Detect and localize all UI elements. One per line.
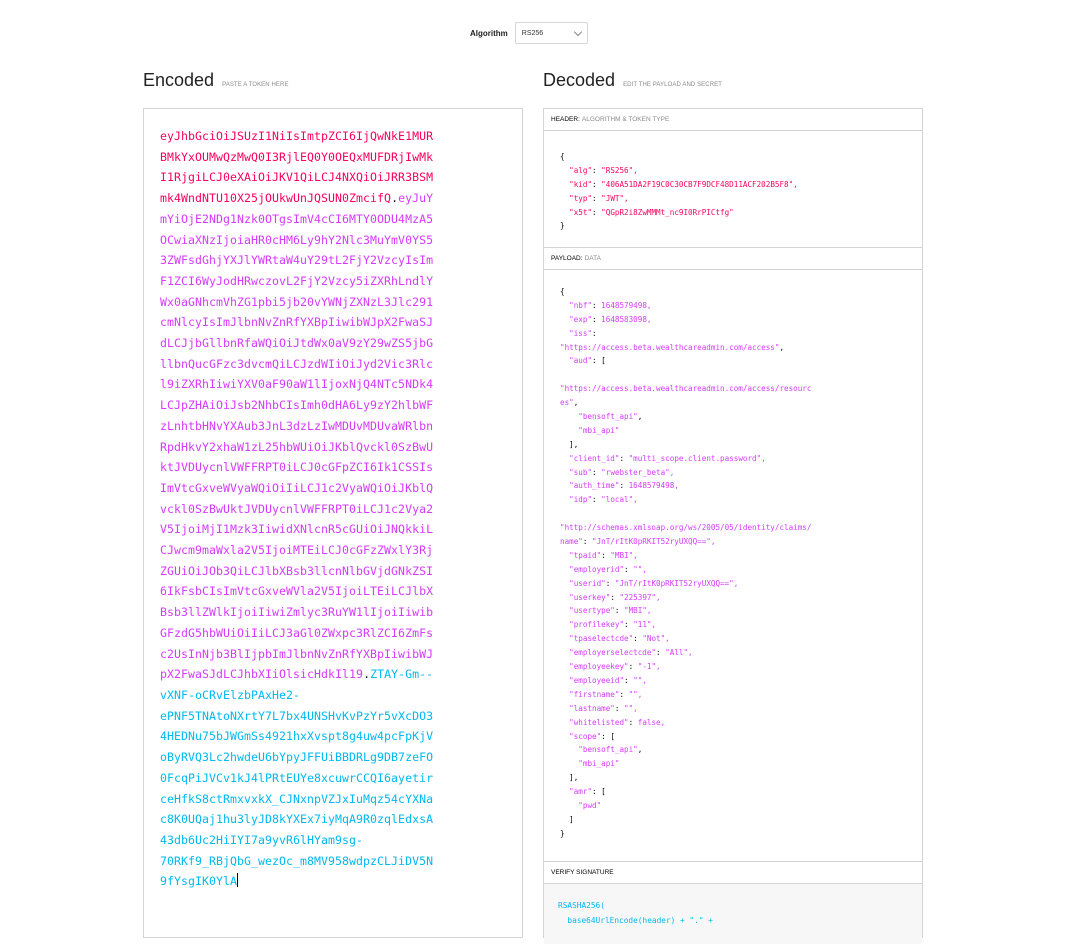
json-line: ] (569, 814, 574, 824)
json-line: name": "JnT/rItK0pRKIT52ryUXQQ==", (560, 537, 716, 547)
json-key: "bensoft_api" (578, 745, 638, 755)
decoded-subtitle: EDIT THE PAYLOAD AND SECRET (623, 82, 723, 88)
json-key: "client_id" (569, 453, 620, 463)
json-line (560, 757, 811, 771)
json-key: "firstname" (569, 689, 620, 699)
json-line: "auth_time": 1648579498, (569, 481, 679, 491)
json-key: "pwd" (578, 800, 602, 810)
json-key: "profilekey" (569, 620, 625, 630)
json-line: "iss": (569, 328, 597, 338)
json-key: "kid" (569, 179, 593, 189)
json-value: "rwebster_beta", (601, 467, 675, 477)
json-key: "sub" (569, 467, 593, 477)
token-signature-part: ZTAY-Gm-- vXNF-oCRvElzbPAxHe2- ePNF5TNAtoNXrtY7L7bx4UNSHvKvPzYr5vXcDO3 4HEDNu75bJWGmSs4921hxXvspt8g4uw4pcFpKjV oByRVQ3Lc2hwdeU6bYpyJFFUiBBDRLg9DB7zeFO 0FcqPiJVCv1kJ4lPRtEUYe8xcuwrCCQI6ayetir ceHfkS8ctRmxvxkX_CJNxnpVZJxIuMqz54cYXNa c8K0UQaj1hu3lyJD8kYXEx7iyMqA9R0zqlEdxsA 43db6Uc2HiIYI7a9yvR6lHYam9sg- 70RKf9_RBjQbG_wezOc_m8MV958wdpzCLJiDV5N 9fYsgIK0YlA (160, 667, 434, 889)
token-dot: . (363, 667, 371, 682)
payload-json-editor[interactable] (544, 270, 922, 862)
json-line: "nbf": 1648579498, (569, 300, 652, 310)
json-value: "", (628, 689, 643, 699)
json-key: "typ" (569, 193, 593, 203)
json-line: { (560, 152, 565, 161)
algorithm-select[interactable] (515, 22, 588, 44)
chevron-down-icon (574, 27, 582, 35)
json-line: { (560, 287, 565, 296)
json-value: "multi_scope.client.password", (628, 453, 766, 463)
json-line: es", (560, 398, 579, 408)
json-key: "http://schemas.xmlsoap.org/ws/2005/05/identity/claims/ (560, 523, 812, 533)
json-line: ], (569, 773, 579, 783)
json-line: "tpaselectcde": "Not", (569, 634, 670, 644)
json-line: "lastname": "", (569, 703, 638, 713)
json-value: "-1", (637, 662, 661, 672)
json-line (560, 507, 811, 521)
algorithm-value: RS256 (521, 29, 544, 37)
json-line: "tpaid": "MBI", (569, 550, 638, 560)
json-key: "auth_time" (569, 481, 620, 491)
json-value: "Not", (642, 634, 670, 644)
json-key: "tpaid" (569, 550, 602, 560)
json-line: "https://access.beta.wealthcareadmin.com/access", (560, 342, 785, 352)
json-line: "userkey": "225397", (569, 592, 661, 602)
json-value: "225397", (619, 592, 661, 602)
json-line: ], (569, 439, 579, 449)
json-line: "x5t": "QGpR2i8ZwMMMt_nc9I0RrPICtfg" (569, 207, 734, 217)
json-line: "firstname": "", (569, 689, 643, 699)
json-line: "exp": 1648583098, (569, 314, 652, 324)
encoded-title: Encoded (143, 70, 215, 90)
payload-section-sub: DATA (584, 255, 601, 262)
json-key: "bensoft_api" (578, 412, 638, 422)
json-line: "bensoft_api", (578, 745, 643, 755)
json-line: "kid": "406A51DA2F19C0C30CB7F9DCF48D11ACF202B5F8", (569, 179, 798, 189)
token-dot: . (391, 191, 399, 206)
json-line: "userid": "JnT/rItK0pRKIT52ryUXQQ==", (569, 578, 739, 588)
json-line: } (560, 828, 565, 838)
header-json-editor[interactable] (544, 131, 922, 248)
json-line: "whitelisted": false, (569, 717, 666, 727)
json-line (560, 382, 811, 396)
header-section-label: HEADER: (551, 116, 580, 123)
json-line: "employerid": "", (569, 564, 647, 574)
json-key: "whitelisted" (569, 717, 629, 727)
json-line: "employeekey": "-1", (569, 662, 661, 672)
json-value: "", (633, 675, 647, 685)
algorithm-row (470, 21, 588, 45)
json-key: "employeekey" (569, 662, 629, 672)
json-value: "local", (601, 495, 638, 505)
json-key: "amr" (569, 787, 593, 797)
header-section-sub: ALGORITHM & TOKEN TYPE (581, 116, 670, 123)
encoded-subtitle: PASTE A TOKEN HERE (222, 82, 289, 88)
decoded-heading (543, 70, 722, 91)
json-key: "employeeid" (569, 675, 625, 685)
json-value: "406A51DA2F19C0C30CB7F9DCF48D11ACF202B5F8", (601, 179, 798, 189)
json-line: "alg": "RS256", (569, 165, 638, 175)
json-key: "https://access.beta.wealthcareadmin.com/access/resourc (560, 384, 812, 394)
json-key: "mbi_api" (578, 759, 620, 769)
json-value: "", (633, 564, 647, 574)
token-payload-part: eyJuY mYiOjE2NDg1Nzk0OTgsImV4cCI6MTY0ODU4MzA5 OCwiaXNzIjoiaHR0cHM6Ly9hY2Nlc3MuYmV0YS5 3ZWFsdGhjYXJlYWRtaW4uY29tL2FjY2VzcyIsIm F1ZCI6WyJodHRwczovL2FjY2Vzcy5iZXRhLndlY Wx0aGNhcmVhZG1pbi5jb20vYWNjZXNzL3Jlc291 cmNlcyIsImJlbnNvZnRfYXBpIiwibWJpX2FwaSJ dLCJjbGllbnRfaWQiOiJtdWx0aV9zY29wZS5jbG llbnQucGFzc3dvcmQiLCJzdWIiOiJyd2Vic3Rlc l9iZXRhIiwiYXV0aF90aW1lIjoxNjQ4NTc5NDk4 LCJpZHAiOiJsb2NhbCIsImh0dHA6Ly9zY2hlbWF zLnhtbHNvYXAub3JnL3dzLzIwMDUvMDUvaWRlbn RpdHkvY2xhaW1zL25hbWUiOiJKblQvckl0SzBwU ktJVDUycnlVWFFRPT0iLCJ0cGFpZCI6Ik1CSSIs ImVtcGxveWVyaWQiOiIiLCJ1c2VyaWQiOiJKblQ vckl0SzBwUktJVDUycnlVWFFRPT0iLCJ1c2Vya2 V5IjoiMjI1Mzk3IiwidXNlcnR5cGUiOiJNQkkiL CJwcm9maWxla2V5IjoiMTEiLCJ0cGFzZWxlY3Rj ZGUiOiJOb3QiLCJlbXBsb3llcnNlbGVjdGNkZSI 6IkFsbCIsImVtcGxveWVla2V5IjoiLTEiLCJlbX Bsb3llZWlkIjoiIiwiZmlyc3RuYW1lIjoiIiwib GFzdG5hbWUiOiIiLCJ3aGl0ZWxpc3RlZCI6ZmFs c2UsInNjb3BlIjpbImJlbnNvZnRfYXBpIiwibWJ pX2FwaSJdLCJhbXIiOlsicHdkIl19 (160, 191, 434, 682)
json-value: "11", (633, 620, 657, 630)
json-key: "employerselectcde" (569, 648, 657, 658)
encoded-heading (143, 70, 289, 91)
payload-json[interactable] (560, 285, 811, 841)
json-key: "userkey" (569, 592, 611, 602)
json-key: name" (560, 537, 583, 547)
verify-code: RSASHA256( base64UrlEncode(header) + "." + (558, 901, 713, 925)
json-line (560, 368, 811, 382)
json-key: "x5t" (569, 207, 593, 217)
json-value: "JWT", (601, 193, 629, 203)
decoded-title: Decoded (543, 70, 616, 90)
json-line: "scope": [ (569, 731, 615, 741)
json-value: "", (624, 703, 638, 713)
json-key: "alg" (569, 165, 593, 175)
json-line: } (560, 221, 565, 231)
json-value: "RS256", (601, 165, 638, 175)
json-value: false, (637, 717, 666, 727)
json-key: "idp" (569, 495, 593, 505)
verify-section-label: VERIFY SIGNATURE (551, 869, 614, 876)
json-value: "JnT/rItK0pRKIT52ryUXQQ==", (592, 537, 716, 547)
json-key: "tpaselectcde" (569, 634, 634, 644)
json-line: "typ": "JWT", (569, 193, 629, 203)
json-key: "usertype" (569, 606, 615, 616)
json-value: "All", (665, 648, 693, 658)
json-value: "MBI", (624, 606, 652, 616)
json-line: "client_id": "multi_scope.client.password", (569, 453, 766, 463)
json-value: "JnT/rItK0pRKIT52ryUXQQ==", (614, 578, 739, 588)
json-value: "MBI", (610, 550, 638, 560)
decoded-panel (543, 108, 923, 938)
json-key: "aud" (569, 356, 593, 366)
json-key: "scope" (569, 731, 602, 741)
payload-section-label: PAYLOAD: (551, 255, 583, 262)
json-line: "employeeid": "", (569, 675, 647, 685)
json-line: "usertype": "MBI", (569, 606, 652, 616)
header-section-title (544, 109, 922, 131)
json-key: "exp" (569, 314, 593, 324)
json-key: "lastname" (569, 703, 615, 713)
json-key: "employerid" (569, 564, 625, 574)
text-cursor (237, 873, 238, 887)
header-json[interactable] (560, 150, 798, 233)
token-text[interactable] (160, 126, 512, 892)
json-line: "profilekey": "11", (569, 620, 657, 630)
algorithm-label: Algorithm (470, 28, 508, 38)
payload-section-title (544, 248, 922, 270)
json-line: "idp": "local", (569, 495, 638, 505)
verify-section-title (544, 862, 922, 884)
json-key: "mbi_api" (578, 425, 620, 435)
json-line: "aud": [ (569, 356, 606, 366)
json-value: 1648579498, (628, 481, 679, 491)
json-key: "iss" (569, 328, 593, 338)
json-line (560, 521, 811, 535)
json-value: "QGpR2i8ZwMMMt_nc9I0RrPICtfg" (601, 207, 734, 217)
json-line (560, 424, 811, 438)
json-line: "employerselectcde": "All", (569, 648, 693, 658)
json-line: "sub": "rwebster_beta", (569, 467, 675, 477)
json-key: "userid" (569, 578, 606, 588)
json-line: "bensoft_api", (578, 412, 643, 422)
json-line (560, 799, 811, 813)
json-key: es" (560, 398, 574, 408)
json-key: "https://access.beta.wealthcareadmin.com/access" (560, 342, 780, 352)
encoded-token-editor[interactable] (143, 108, 523, 938)
json-value: 1648579498, (601, 300, 652, 310)
verify-signature-body (544, 884, 922, 944)
json-line: "amr": [ (569, 787, 606, 797)
json-key: "nbf" (569, 300, 593, 310)
token-header-part: eyJhbGciOiJSUzI1NiIsImtpZCI6IjQwNkE1MUR BMkYxOUMwQzMwQ0I3RjlEQ0Y0OEQxMUFDRjIwMk I1RjgiLCJ0eXAiOiJKV1QiLCJ4NXQiOiJRR3BSM mk4WndNTU10X25jOUkwUnJQSUN0ZmcifQ (160, 129, 434, 206)
json-value: 1648583098, (601, 314, 652, 324)
